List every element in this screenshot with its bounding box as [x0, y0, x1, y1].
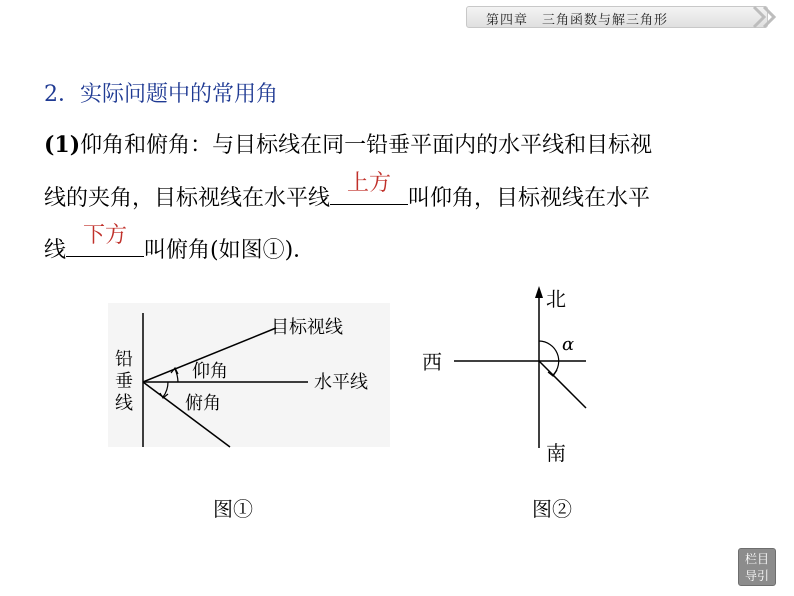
- west-label: 西: [422, 350, 442, 374]
- figure-2-bearing-angle: [414, 278, 586, 465]
- horizontal-label: 水平线: [314, 372, 368, 393]
- plumb-label-3: 线: [115, 393, 133, 414]
- nav-label-line-2: 导引: [744, 569, 769, 583]
- elevation-label: 仰角: [192, 361, 228, 382]
- figure-1-caption: 图①: [213, 497, 253, 521]
- nav-label-line-1: 栏目: [744, 552, 769, 566]
- line1-text: 仰角和俯角：与目标线在同一铅垂平面内的水平线和目标视: [80, 133, 653, 158]
- depression-label: 俯角: [185, 393, 221, 414]
- chapter-title: 第四章 三角函数与解三角形: [486, 13, 669, 28]
- line3-pre-text: 线: [44, 238, 67, 263]
- chapter-header: [466, 6, 768, 28]
- paragraph-line-1: [44, 128, 652, 159]
- lower-sight-line: [143, 382, 230, 447]
- answer-2: 下方: [83, 223, 128, 248]
- answer-blank-2: [66, 223, 144, 257]
- double-chevron-right-icon: [746, 5, 786, 29]
- line3-post-text: 叫俯角(如图①)．: [144, 238, 316, 263]
- answer-blank-1: [330, 171, 408, 205]
- north-label: 北: [546, 287, 566, 311]
- paragraph-line-3: [44, 223, 316, 264]
- figure-1-elevation-depression: [108, 303, 390, 447]
- answer-1: 上方: [347, 171, 392, 196]
- line2-post-text: 叫仰角，目标视线在水平: [408, 186, 651, 211]
- target-line-label: 目标视线: [271, 317, 343, 338]
- section-heading: 2．实际问题中的常用角: [44, 82, 278, 107]
- south-label: 南: [546, 441, 566, 465]
- plumb-label-1: 铅: [115, 349, 133, 370]
- direction-line: [539, 361, 586, 408]
- north-arrow-icon: [535, 286, 543, 298]
- plumb-label-2: 垂: [115, 371, 133, 392]
- line2-pre-text: 线的夹角，目标视线在水平线: [44, 186, 331, 211]
- item-label: (1): [44, 132, 81, 158]
- figure-2-caption: 图②: [532, 497, 572, 521]
- section-nav-button[interactable]: [738, 548, 776, 586]
- paragraph-line-2: [44, 171, 651, 212]
- alpha-label: α: [562, 334, 575, 355]
